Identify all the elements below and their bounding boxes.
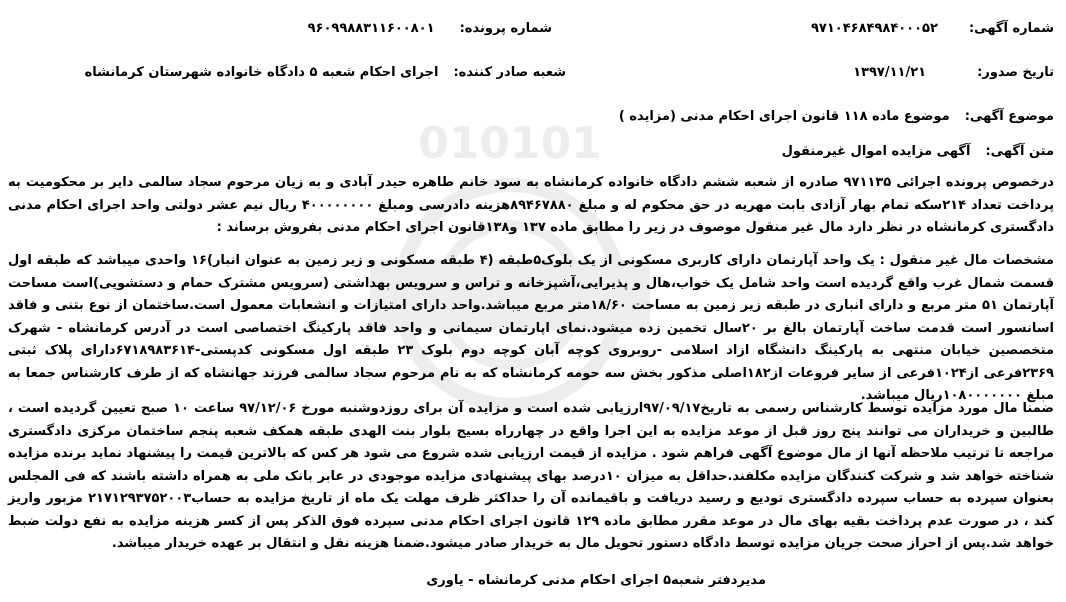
signature-text: مدیردفتر شعبه۵ اجرای احکام مدنی کرمانشاه - یاوری: [426, 573, 766, 588]
paragraph-auction: [8, 398, 1054, 556]
signature: [426, 572, 766, 590]
paragraph-property: [8, 250, 1054, 408]
paragraph-case-text: درخصوص پرونده اجرائی ۹۷۱۱۳۵ صادره از شعبه ششم دادگاه خانواده کرمانشاه به سود خانم طاهره حیدر آبادی و به زیان مرحوم سجاد سالمی دایر بر محکومیت به پرداخت تعداد ۲۱۴سکه تمام بهار آزادی بابت مهریه در حق محکوم له و مبلغ ۸۹۴۶۷۸۸۰هزینه دادرسی ومبلغ ۴۰۰۰۰۰۰۰۰ ریال نیم عشر دولتی واحد اجرای احکام مدنی دادگستری کرمانشاه در نظر دارد مال غیر منقول موصوف در زیر را مطابق ماده ۱۳۷ و۱۳۸قانون اجرای احکام مدنی بفروش برساند :: [8, 175, 1054, 235]
text-label: متن آگهی:: [985, 144, 1054, 159]
subject-label: موضوع آگهی:: [964, 109, 1054, 124]
subject: [619, 108, 1054, 126]
subject-value: موضوع ماده ۱۱۸ قانون اجرای احکام مدنی (مزایده ): [618, 109, 950, 124]
watermark-digits: 010101: [418, 118, 602, 169]
issue-date: [853, 64, 1054, 82]
ad-number-label: شماره آگهی:: [968, 21, 1054, 36]
paragraph-auction-text: ضمنا مال مورد مزایده توسط کارشناس رسمی به تاریخ۹۷/۰۹/۱۷ارزیابی شده است و مزایده آن برای روزدوشنبه مورخ ۹۷/۱۲/۰۶ ساعت ۱۰ صبح تعیین گردیده است ، طالبین و خریداران می توانند پنج روز قبل از موعد مزایده به این اجرا واقع در چهارراه بسیج بلوار بنت الهدی طبقه همکف شعبه پنجم ساختمان مرکزی دادگستری مراجعه تا ترتیب ملاحظه آنها از مال موضوع آگهی فراهم شود . مزایده از قیمت ارزیابی شده شروع می شود هر کس که بالاترین قیمت را پیشنهاد نماید برنده مزایده شناخته خواهد شد و شرکت کنندگان مزایده مکلفند.حداقل به میزان ۱۰درصد بهای پیشنهادی مزایده موجودی در عابر بانک ملی به همراه داشته باشند که فی المجلس بعنوان سپرده به حساب سپرده دادگستری تودیع و رسید دریافت و باقیمانده آن را حداکثر ظرف مهلت یک ماه از تاریخ مزایده به حساب۲۱۷۱۲۹۳۷۵۲۰۰۳ مزبور واریز کند ، در صورت عدم پرداخت بقیه بهای مال در موعد مقرر مطابق ماده ۱۲۹ قانون اجرای احکام مدنی سپرده فوق الذکر پس از کسر هزینه مزایده به نفع دولت ضبط خواهد شد.پس از احراز صحت جریان مزایده توسط دادگاه دستور تحویل مال به خریدار صادر میشود.ضمنا هزینه نقل و انتقال بر عهده خریدار میباشد.: [8, 401, 1054, 551]
file-number-value: ۹۶۰۹۹۸۸۳۱۱۶۰۰۸۰۱: [307, 21, 435, 36]
issue-date-label: تاریخ صدور:: [977, 65, 1054, 80]
paragraph-property-text: مشخصات مال غیر منقول : یک واحد آپارتمان دارای کاربری مسکونی از یک بلوک۵طبقه (۴ طبقه مسکونی و زیر زمین به عنوان انبار)۱۶ واحدی میباشد که طبقه اول قسمت شمال غرب واقع گردیده است واحد شامل یک خواب،هال و پذیرایی،آشپزخانه و تراس و سرویس بهداشتی (سرویس مشترک حمام و دستشویی)است مساحت آپارتمان ۵۱ متر مربع و دارای انباری در طبقه زیر زمین به مساحت ۱۸/۶۰متر مربع میباشد.واحد دارای امتیازات و انشعابات معمول است.ساختمان از نوع بتنی و فاقد اسانسور است قدمت ساخت آپارتمان بالغ بر ۲۰سال تخمین زده میشود.نمای اپارتمان سیمانی و واحد فاقد پارکینگ اختصاصی است در آدرس کرمانشاه - شهرک متخصصین خیابان منتهی به پارکینگ دانشگاه ازاد اسلامی -روبروی کوچه آبان کوچه دوم بلوک ۲۳ طبقه اول مسکونی کدپستی-۶۷۱۸۹۸۳۶۱۴دارای پلاک ثبتی ۲۳۶۹فرعی از۱۰۲۴فرعی از سایر فروعات از۱۸۲اصلی مذکور بخش سه حومه کرمانشاه که به نام مرحوم سجاد سالمی فرزند جهانشاه که از طرف کارشناس جمعا به مبلغ ۱۰۸۰۰۰۰۰۰۰ریال میباشد.: [8, 253, 1054, 403]
text-value: آگهی مزایده اموال غیرمنقول: [781, 144, 971, 159]
paragraph-case: [8, 172, 1054, 240]
file-number: [308, 20, 552, 38]
issuing-branch-label: شعبه صادر کننده:: [453, 65, 566, 80]
file-number-label: شماره پرونده:: [459, 21, 552, 36]
ad-number-value: ۹۷۱۰۴۶۸۴۹۸۴۰۰۰۵۲: [810, 21, 938, 36]
issuing-branch: [85, 64, 566, 82]
issuing-branch-value: اجرای احکام شعبه ۵ دادگاه خانواده شهرستان کرمانشاه: [84, 65, 439, 80]
issue-date-value: ۱۳۹۷/۱۱/۲۱: [853, 65, 927, 80]
ad-number: [811, 20, 1054, 38]
notice-title: [782, 143, 1054, 161]
